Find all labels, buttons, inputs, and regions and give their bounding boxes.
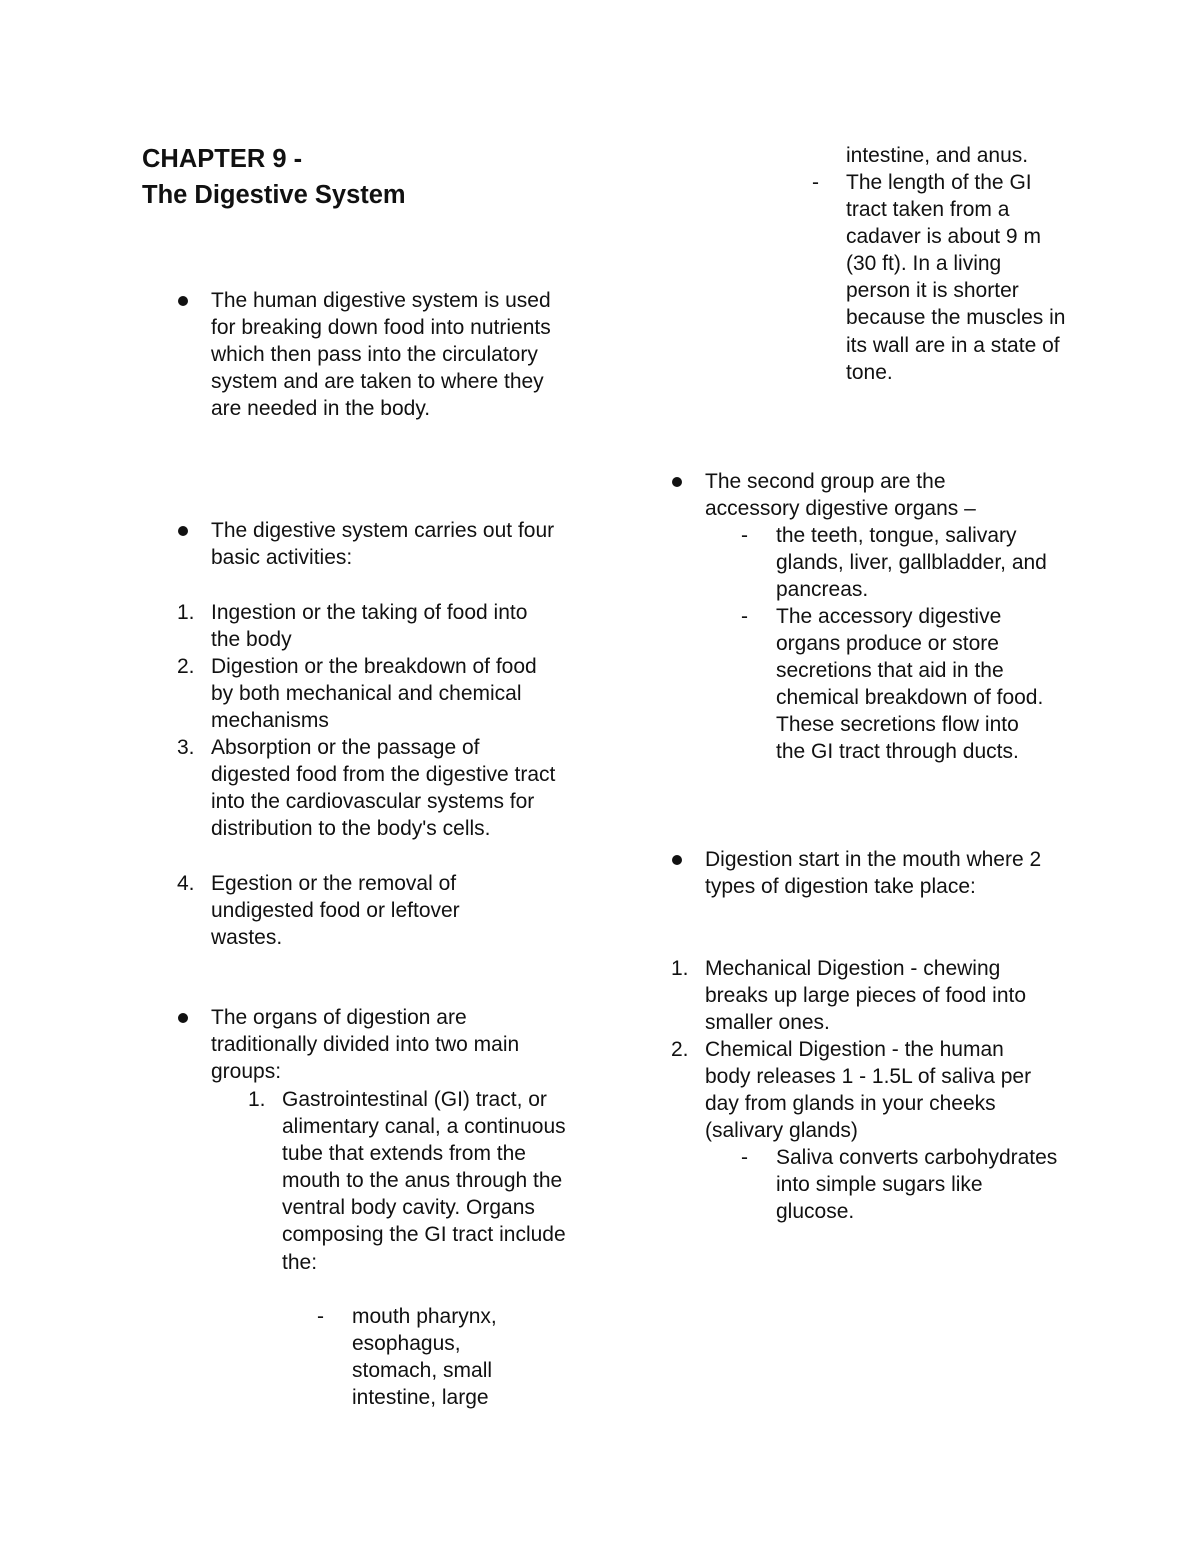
dash-marker: -	[741, 524, 748, 547]
bullet-paragraph: The organs of digestion are traditionally divided into two main groups:	[211, 1006, 520, 1084]
chapter-label: CHAPTER 9 -	[142, 145, 303, 173]
list-number: 4.	[177, 872, 195, 895]
list-item-continued: intestine, and anus.	[846, 144, 1029, 167]
dash-marker: -	[741, 1146, 748, 1169]
dash-marker: -	[741, 605, 748, 628]
list-item: Ingestion or the taking of food into the body	[211, 601, 528, 652]
bullet-paragraph: The digestive system carries out four basic activities:	[211, 519, 555, 570]
list-item: Mechanical Digestion - chewing breaks up large pieces of food into smaller ones.	[705, 957, 1027, 1035]
bullet-paragraph: The human digestive system is used for breaking down food into nutrients which then pass into the circulatory system and are taken to where they are needed in the body.	[211, 289, 551, 421]
list-number: 1.	[248, 1088, 266, 1111]
list-item: Saliva converts carbohydrates into simple sugars like glucose.	[776, 1146, 1058, 1224]
bullet-dot	[178, 1013, 188, 1023]
list-number: 3.	[177, 736, 195, 759]
dash-marker: -	[812, 171, 819, 194]
bullet-dot	[672, 477, 682, 487]
bullet-paragraph: The second group are the accessory digestive organs –	[705, 470, 976, 521]
bullet-dot	[178, 296, 188, 306]
dash-marker: -	[317, 1305, 324, 1328]
list-item: Gastrointestinal (GI) tract, or alimentary canal, a continuous tube that extends from the mouth to the anus through the ventral body cavity. Organs composing the GI tract include the:	[282, 1088, 566, 1274]
bullet-dot	[672, 855, 682, 865]
list-item: The length of the GI tract taken from a cadaver is about 9 m (30 ft). In a living person it is shorter because the muscles in its wall are in a state of tone.	[846, 171, 1066, 384]
list-item: mouth pharynx, esophagus, stomach, small intestine, large	[352, 1305, 497, 1410]
list-item: Chemical Digestion - the human body releases 1 - 1.5L of saliva per day from glands in your cheeks (salivary glands)	[705, 1038, 1032, 1143]
list-number: 2.	[177, 655, 195, 678]
list-number: 1.	[671, 957, 689, 980]
bullet-paragraph: Digestion start in the mouth where 2 types of digestion take place:	[705, 848, 1042, 899]
list-number: 2.	[671, 1038, 689, 1061]
page-title	[142, 141, 406, 213]
list-item: The accessory digestive organs produce or store secretions that aid in the chemical breakdown of food. These secretions flow into the GI tract through ducts.	[776, 605, 1044, 764]
list-item: Digestion or the breakdown of food by both mechanical and chemical mechanisms	[211, 655, 537, 733]
list-item: the teeth, tongue, salivary glands, liver, gallbladder, and pancreas.	[776, 524, 1047, 602]
list-item: Egestion or the removal of undigested food or leftover wastes.	[211, 872, 460, 950]
list-item: Absorption or the passage of digested food from the digestive tract into the cardiovascular systems for distribution to the body's cells.	[211, 736, 556, 841]
chapter-title: The Digestive System	[142, 181, 406, 209]
bullet-dot	[178, 526, 188, 536]
list-number: 1.	[177, 601, 195, 624]
